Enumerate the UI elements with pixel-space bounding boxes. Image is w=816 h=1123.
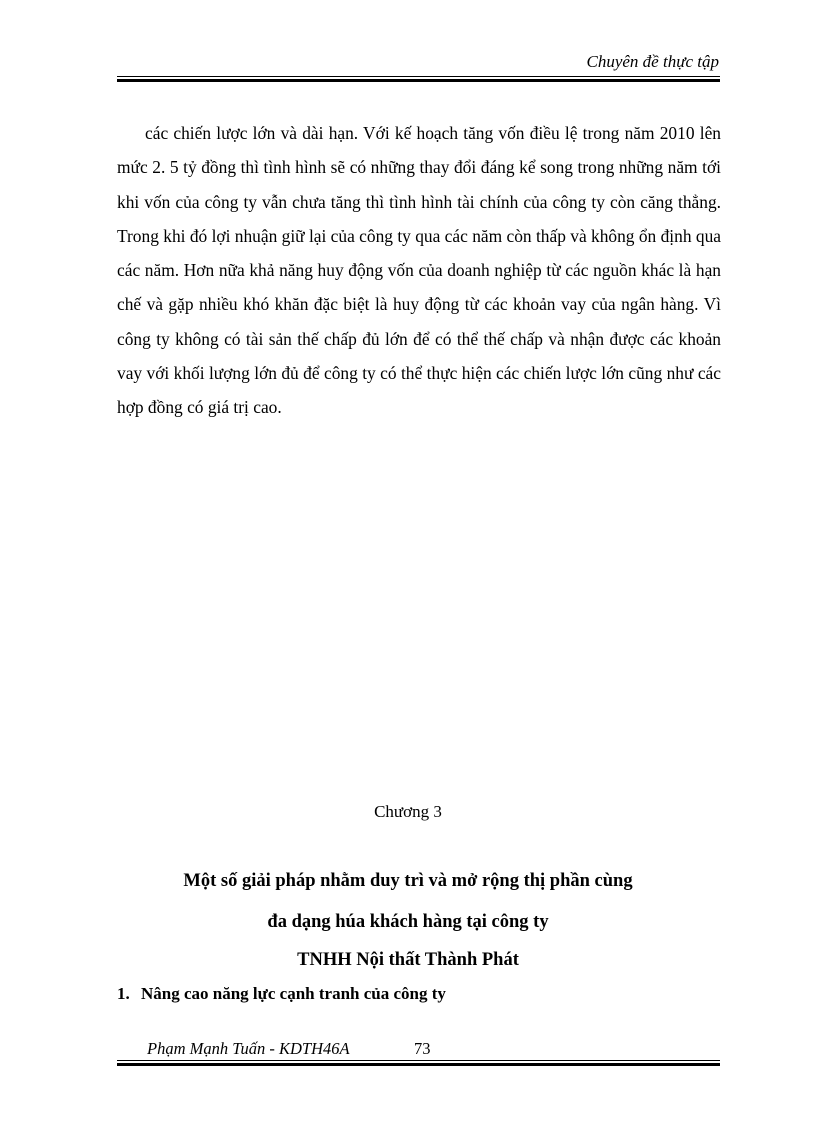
header-title: Chuyên đề thực tập [586, 52, 719, 71]
section-title: Nâng cao năng lực cạnh tranh của công ty [141, 984, 446, 1003]
chapter-title-line-1: Một số giải pháp nhằm duy trì và mở rộng thị phần cùng [183, 871, 633, 891]
page-number: 73 [414, 1039, 431, 1058]
footer-rule-thick [117, 1063, 720, 1066]
body-paragraph: các chiến lược lớn và dài hạn. Với kế hoạch tăng vốn điều lệ trong năm 2010 lên mức 2. 5 tỷ đồng thì tình hình sẽ có những thay đổi đáng kể song trong những năm tới khi vốn của công ty vẫn chưa tăng thì tình hình tài chính của công ty còn căng thẳng. Trong khi đó lợi nhuận giữ lại của công ty qua các năm còn thấp và không ổn định qua các năm. Hơn nữa khả năng huy động vốn của doanh nghiệp từ các nguồn khác là hạn chế và gặp nhiều khó khăn đặc biệt là huy động từ các khoản vay của ngân hàng. Vì công ty không có tài sản thế chấp đủ lớn để có thể thế chấp và nhận được các khoản vay với khối lượng lớn đủ để công ty có thể thực hiện các chiến lược lớn cũng như các hợp đồng có giá trị cao. [117, 123, 721, 418]
section-number: 1. [117, 984, 130, 1003]
footer-author: Phạm Mạnh Tuấn - KDTH46A [147, 1039, 350, 1058]
header-rule-thin [117, 76, 720, 77]
chapter-label: Chương 3 [374, 802, 442, 821]
header-rule-thick [117, 79, 720, 82]
footer-rule-thin [117, 1060, 720, 1061]
chapter-title-line-3: TNHH Nội thất Thành Phát [297, 950, 519, 970]
chapter-title-line-2: đa dạng húa khách hàng tại công ty [267, 912, 549, 932]
section-heading [117, 984, 446, 1004]
